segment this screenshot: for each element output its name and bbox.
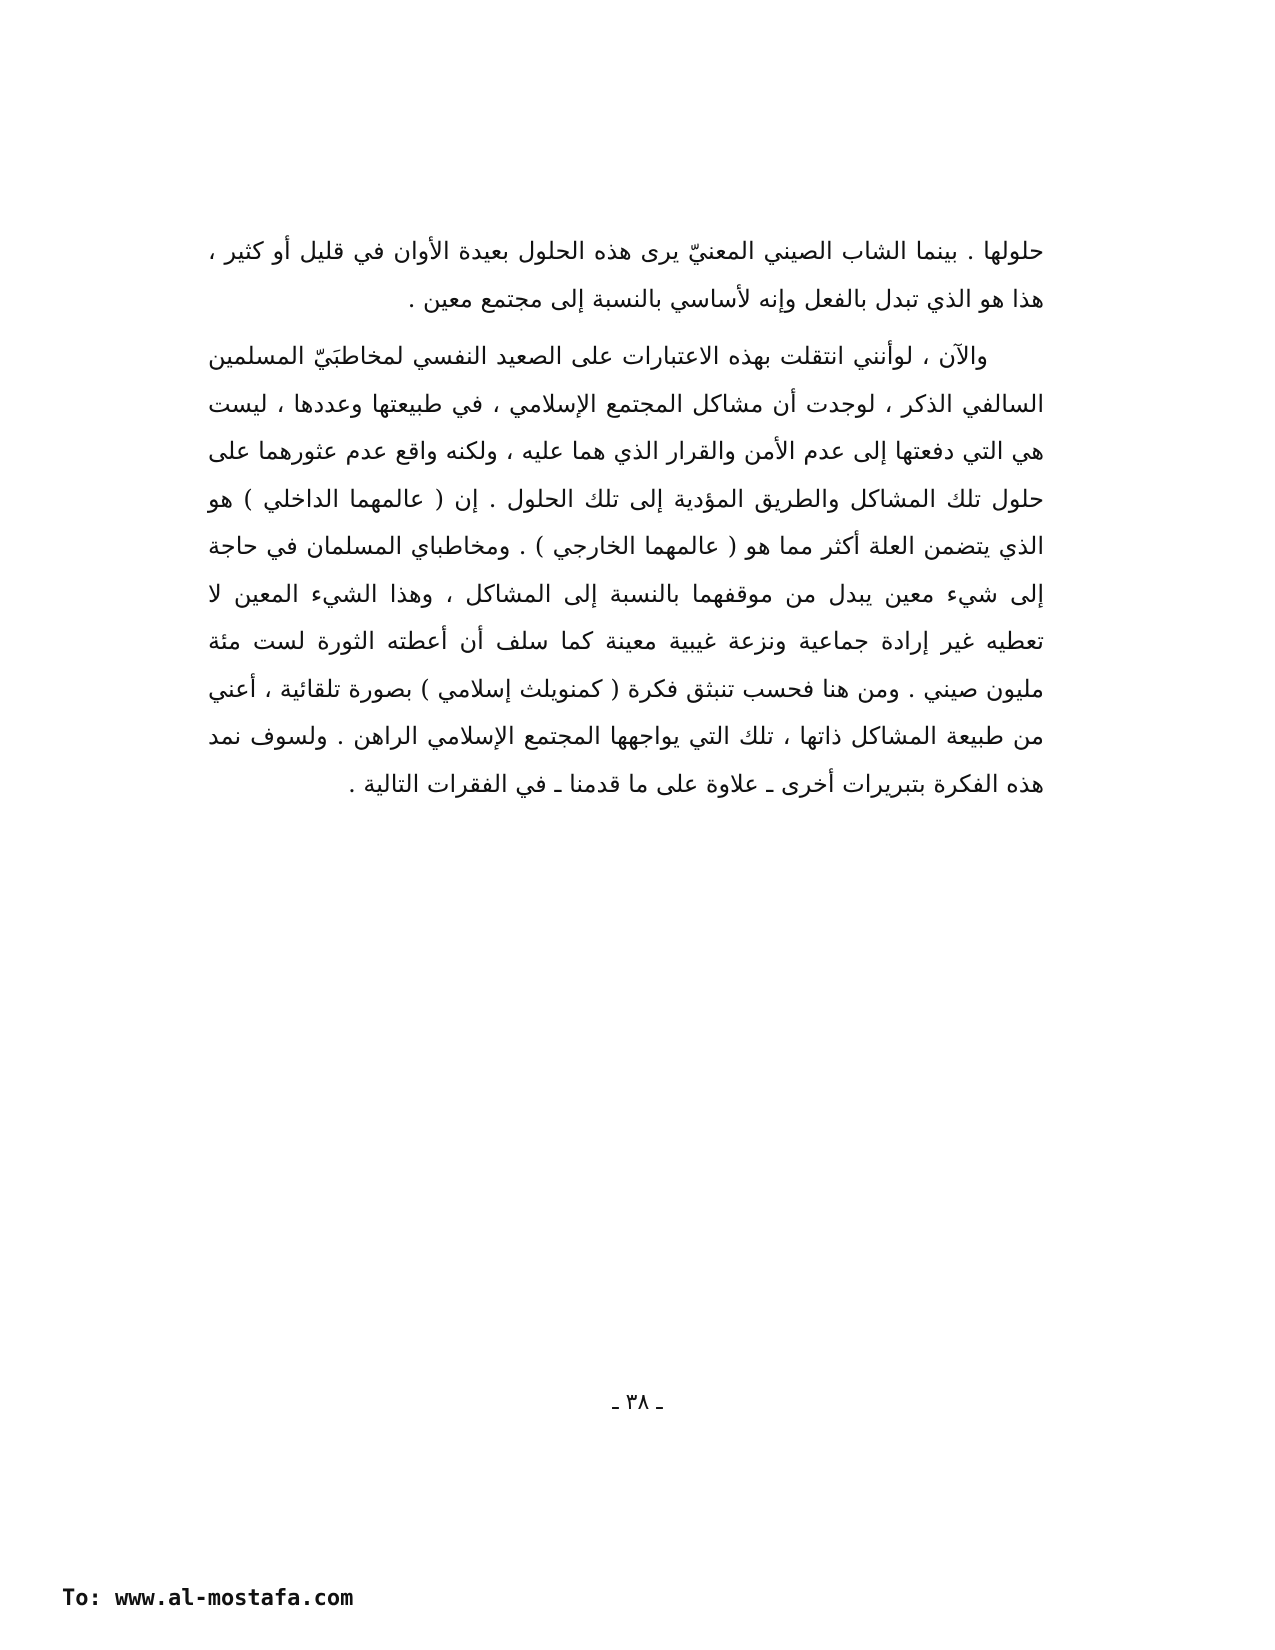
paragraph-1: حلولها . بينما الشاب الصيني المعنيّ يرى هذه الحلول بعيدة الأوان في قليل أو كثير ، هذا هو الذي تبدل بالفعل وإنه لأساسي بالنسبة إلى مجتمع معين . <box>208 237 1044 313</box>
paragraph-2: والآن ، لوأنني انتقلت بهذه الاعتبارات على الصعيد النفسي لمخاطبَيّ المسلمين السالفي الذكر ، لوجدت أن مشاكل المجتمع الإسلامي ، في طبيعتها وعددها ، ليست هي التي دفعتها إلى عدم الأمن والقرار الذي هما عليه ، ولكنه واقع عدم عثورهما على حلول تلك المشاكل والطريق المؤدية إلى تلك الحلول . إن ( عالمهما الداخلي ) هو الذي يتضمن العلة أكثر مما هو ( عالمهما الخارجي ) . ومخاطباي المسلمان في حاجة إلى شيء معين يبدل من موقفهما بالنسبة إلى المشاكل ، وهذا الشيء المعين لا تعطيه غير إرادة جماعية ونزعة غيبية معينة كما سلف أن أعطته الثورة لست مئة مليون صيني . ومن هنا فحسب تنبثق فكرة ( كمنويلث إسلامي ) بصورة تلقائية ، أعني من طبيعة المشاكل ذاتها ، تلك التي يواجهها المجتمع الإسلامي الراهن . ولسوف نمد هذه الفكرة بتبريرات أخرى ـ علاوة على ما قدمنا ـ في الفقرات التالية . <box>208 342 1045 798</box>
footer-url: To: www.al-mostafa.com <box>62 1586 354 1611</box>
page-number: ـ ٣٨ ـ <box>612 1390 663 1415</box>
page-body <box>208 228 1044 808</box>
